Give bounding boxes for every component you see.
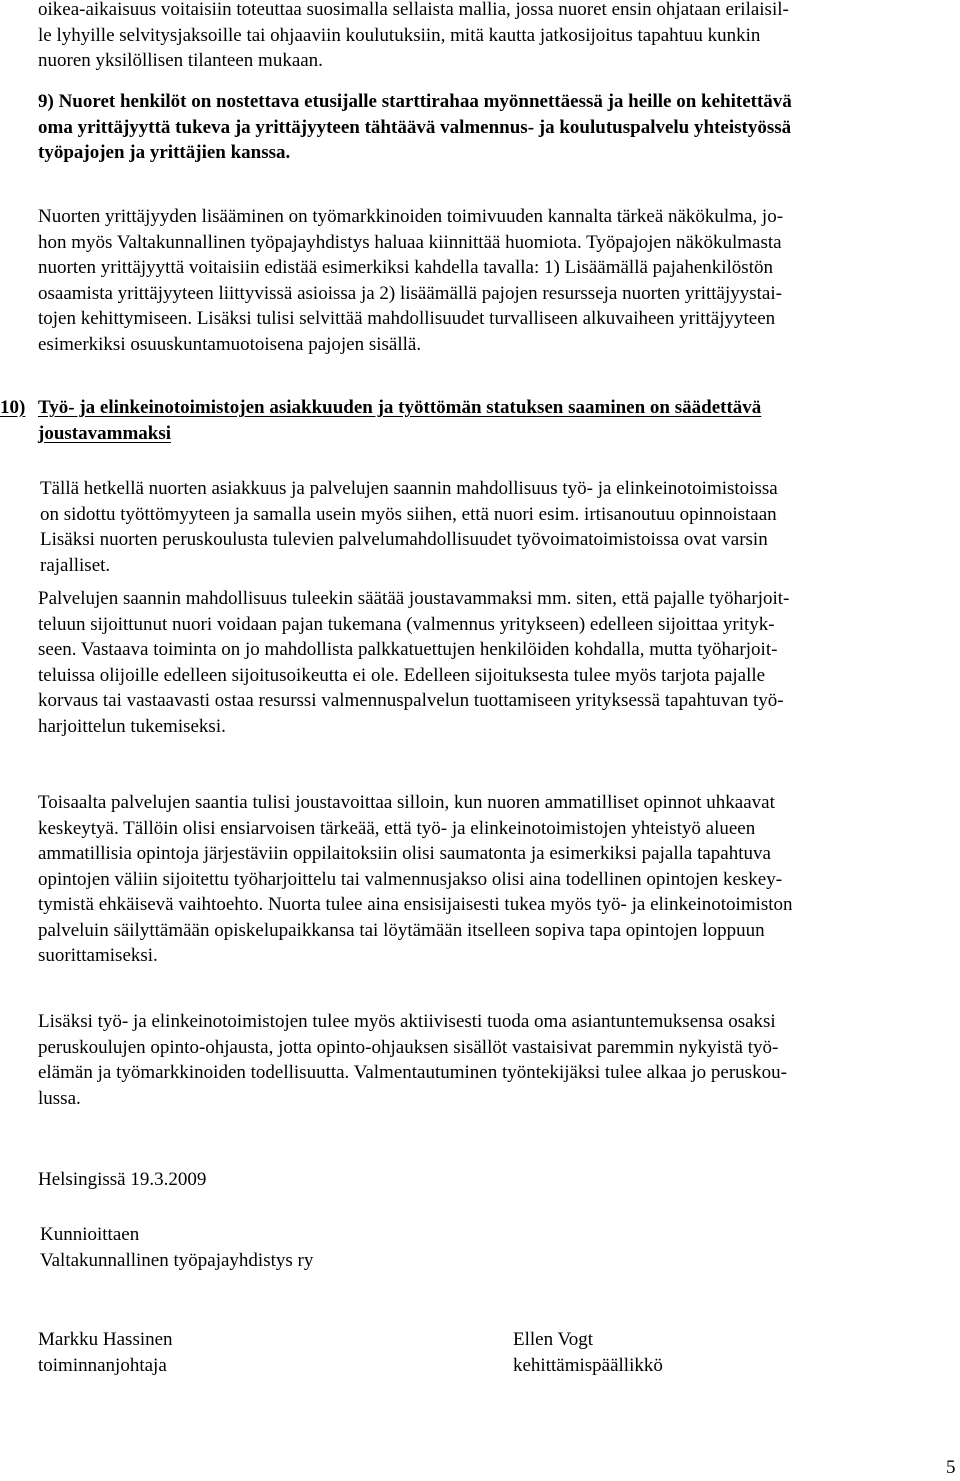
heading-line: työpajojen ja yrittäjien kanssa. (38, 142, 291, 163)
text-line: teluun sijoittunut nuori voidaan pajan tukemana (valmennus yritykseen) edelleen sijoittaa yrityk- (38, 613, 775, 635)
closing-block (40, 1222, 313, 1273)
text-line: esimerkiksi osuuskuntamuotoisena pajojen sisällä. (38, 333, 422, 355)
text-line: nuoren yksilöllisen tilanteen mukaan. (38, 50, 323, 71)
section-10-paragraph-4 (38, 1009, 787, 1111)
text-line: Nuorten yrittäjyyden lisääminen on työmarkkinoiden toimivuuden kannalta tärkeä näkökulma, jo- (38, 206, 784, 227)
text-line: lussa. (38, 1087, 81, 1109)
text-line: ammatillisia opintoja järjestäviin oppilaitoksiin olisi saumatonta ja esimerkiksi pajalla tapahtuva (38, 843, 771, 864)
signatory-right (513, 1327, 663, 1378)
text-line: Tällä hetkellä nuorten asiakkuus ja palvelujen saannin mahdollisuus työ- ja elinkeinotoimistoissa (40, 478, 778, 499)
section-10-paragraph-3 (38, 790, 793, 969)
text-line: tojen kehittymiseen. Lisäksi tulisi selvittää mahdollisuudet turvalliseen alkuvaiheen yrittäjyyteen (38, 308, 776, 329)
text-line: rajalliset. (40, 554, 111, 576)
heading-line: Työ- ja elinkeinotoimistojen asiakkuuden ja työttömän statuksen saaminen on säädettävä (38, 397, 762, 418)
text-line: nuorten yrittäjyyttä voitaisiin edistää esimerkiksi kahdella tavalla: 1) Lisäämällä pajahenkilöstön (38, 257, 773, 278)
organization-name: Valtakunnallinen työpajayhdistys ry (40, 1249, 314, 1271)
text-line: Lisäksi työ- ja elinkeinotoimistojen tulee myös aktiivisesti tuoda oma asiantuntemuksensa osaksi (38, 1011, 776, 1032)
intro-paragraph (38, 0, 789, 74)
text-line: elämän ja työmarkkinoiden todellisuutta. Valmentautuminen työntekijäksi tulee alkaa jo peruskou- (38, 1062, 787, 1083)
heading-line: 9) Nuoret henkilöt on nostettava etusijalle starttirahaa myönnettäessä ja heille on kehitettävä (38, 91, 792, 112)
place-date (38, 1167, 206, 1193)
text-line: suorittamiseksi. (38, 945, 158, 966)
text-line: oikea-aikaisuus voitaisiin toteuttaa suosimalla sellaista mallia, jossa nuoret ensin ohjataan erilaisil- (38, 0, 789, 20)
text-line: keskeytyä. Tällöin olisi ensiarvoisen tärkeää, että työ- ja elinkeinotoimistojen yhteistyö alueen (38, 817, 756, 839)
signatory-left (38, 1327, 173, 1378)
text-line: Lisäksi nuorten peruskoulusta tulevien palvelumahdollisuudet työvoimatoimistoissa ovat varsin (40, 529, 768, 550)
section-10-paragraph-1 (40, 476, 778, 578)
section-9-paragraph (38, 204, 783, 357)
signatory-title: toiminnanjohtaja (38, 1354, 167, 1376)
text-line: opintojen väliin sijoitettu työharjoittelu tai valmennusjakso olisi aina todellinen opintojen keskey- (38, 868, 783, 890)
text-line: harjoittelun tukemiseksi. (38, 715, 226, 737)
section-10-heading-text (38, 395, 761, 446)
signatory-name: Ellen Vogt (513, 1329, 594, 1350)
text-line: le lyhyille selvitysjaksoille tai ohjaaviin koulutuksiin, mitä kautta jatkosijoitus tapahtuu kunkin (38, 24, 761, 46)
text-line: on sidottu työttömyyteen ja samalla usein myös siihen, että nuori esim. irtisanoutuu opinnoistaan (40, 503, 777, 525)
text-line: peruskoulujen opinto-ohjausta, jotta opinto-ohjauksen sisällöt vastaisivat paremmin nykyistä työ- (38, 1036, 779, 1058)
text-line: osaamista yrittäjyyteen liittyvissä asioissa ja 2) lisäämällä pajojen resursseja nuorten yrittäjyystai- (38, 282, 782, 304)
closing-text: Kunnioittaen (40, 1224, 140, 1245)
signatory-title: kehittämispäällikkö (513, 1354, 663, 1376)
section-10-paragraph-2 (38, 586, 789, 739)
text-line: tymistä ehkäisevä vaihtoehto. Nuorta tulee aina ensisijaisesti tukea myös työ- ja elinkeinotoimiston (38, 894, 793, 915)
place-date-text: Helsingissä 19.3.2009 (38, 1169, 207, 1190)
text-line: korvaus tai vastaavasti ostaa resurssi valmennuspalvelun tuottamiseen yrityksessä tapahtuvan työ- (38, 690, 784, 711)
text-line: hon myös Valtakunnallinen työpajayhdistys haluaa kiinnittää huomiota. Työpajojen näkökulmasta (38, 231, 782, 253)
text-line: Toisaalta palvelujen saantia tulisi joustavoittaa silloin, kun nuoren ammatilliset opinnot uhkaavat (38, 792, 775, 813)
section-9-heading (38, 89, 792, 166)
signatory-name: Markku Hassinen (38, 1329, 173, 1350)
text-line: Palvelujen saannin mahdollisuus tuleekin säätää joustavammaksi mm. siten, että pajalle työharjoit- (38, 588, 790, 609)
text-line: teluissa olijoille edelleen sijoitusoikeutta ei ole. Edelleen sijoituksesta tulee myös tarjota pajalle (38, 664, 766, 686)
page-number: 5 (946, 1457, 956, 1478)
heading-line: oma yrittäjyyttä tukeva ja yrittäjyyteen tähtäävä valmennus- ja koulutuspalvelu yhteistyössä (38, 116, 792, 138)
heading-line: joustavammaksi (38, 422, 172, 444)
section-number: 10) (0, 397, 26, 418)
text-line: palveluin säilyttämään opiskelupaikkansa tai löytämään itselleen sopiva tapa opintojen loppuun (38, 919, 765, 941)
text-line: seen. Vastaava toiminta on jo mahdollista palkkatuettujen henkilöiden kohdalla, mutta työharjoit- (38, 639, 778, 660)
